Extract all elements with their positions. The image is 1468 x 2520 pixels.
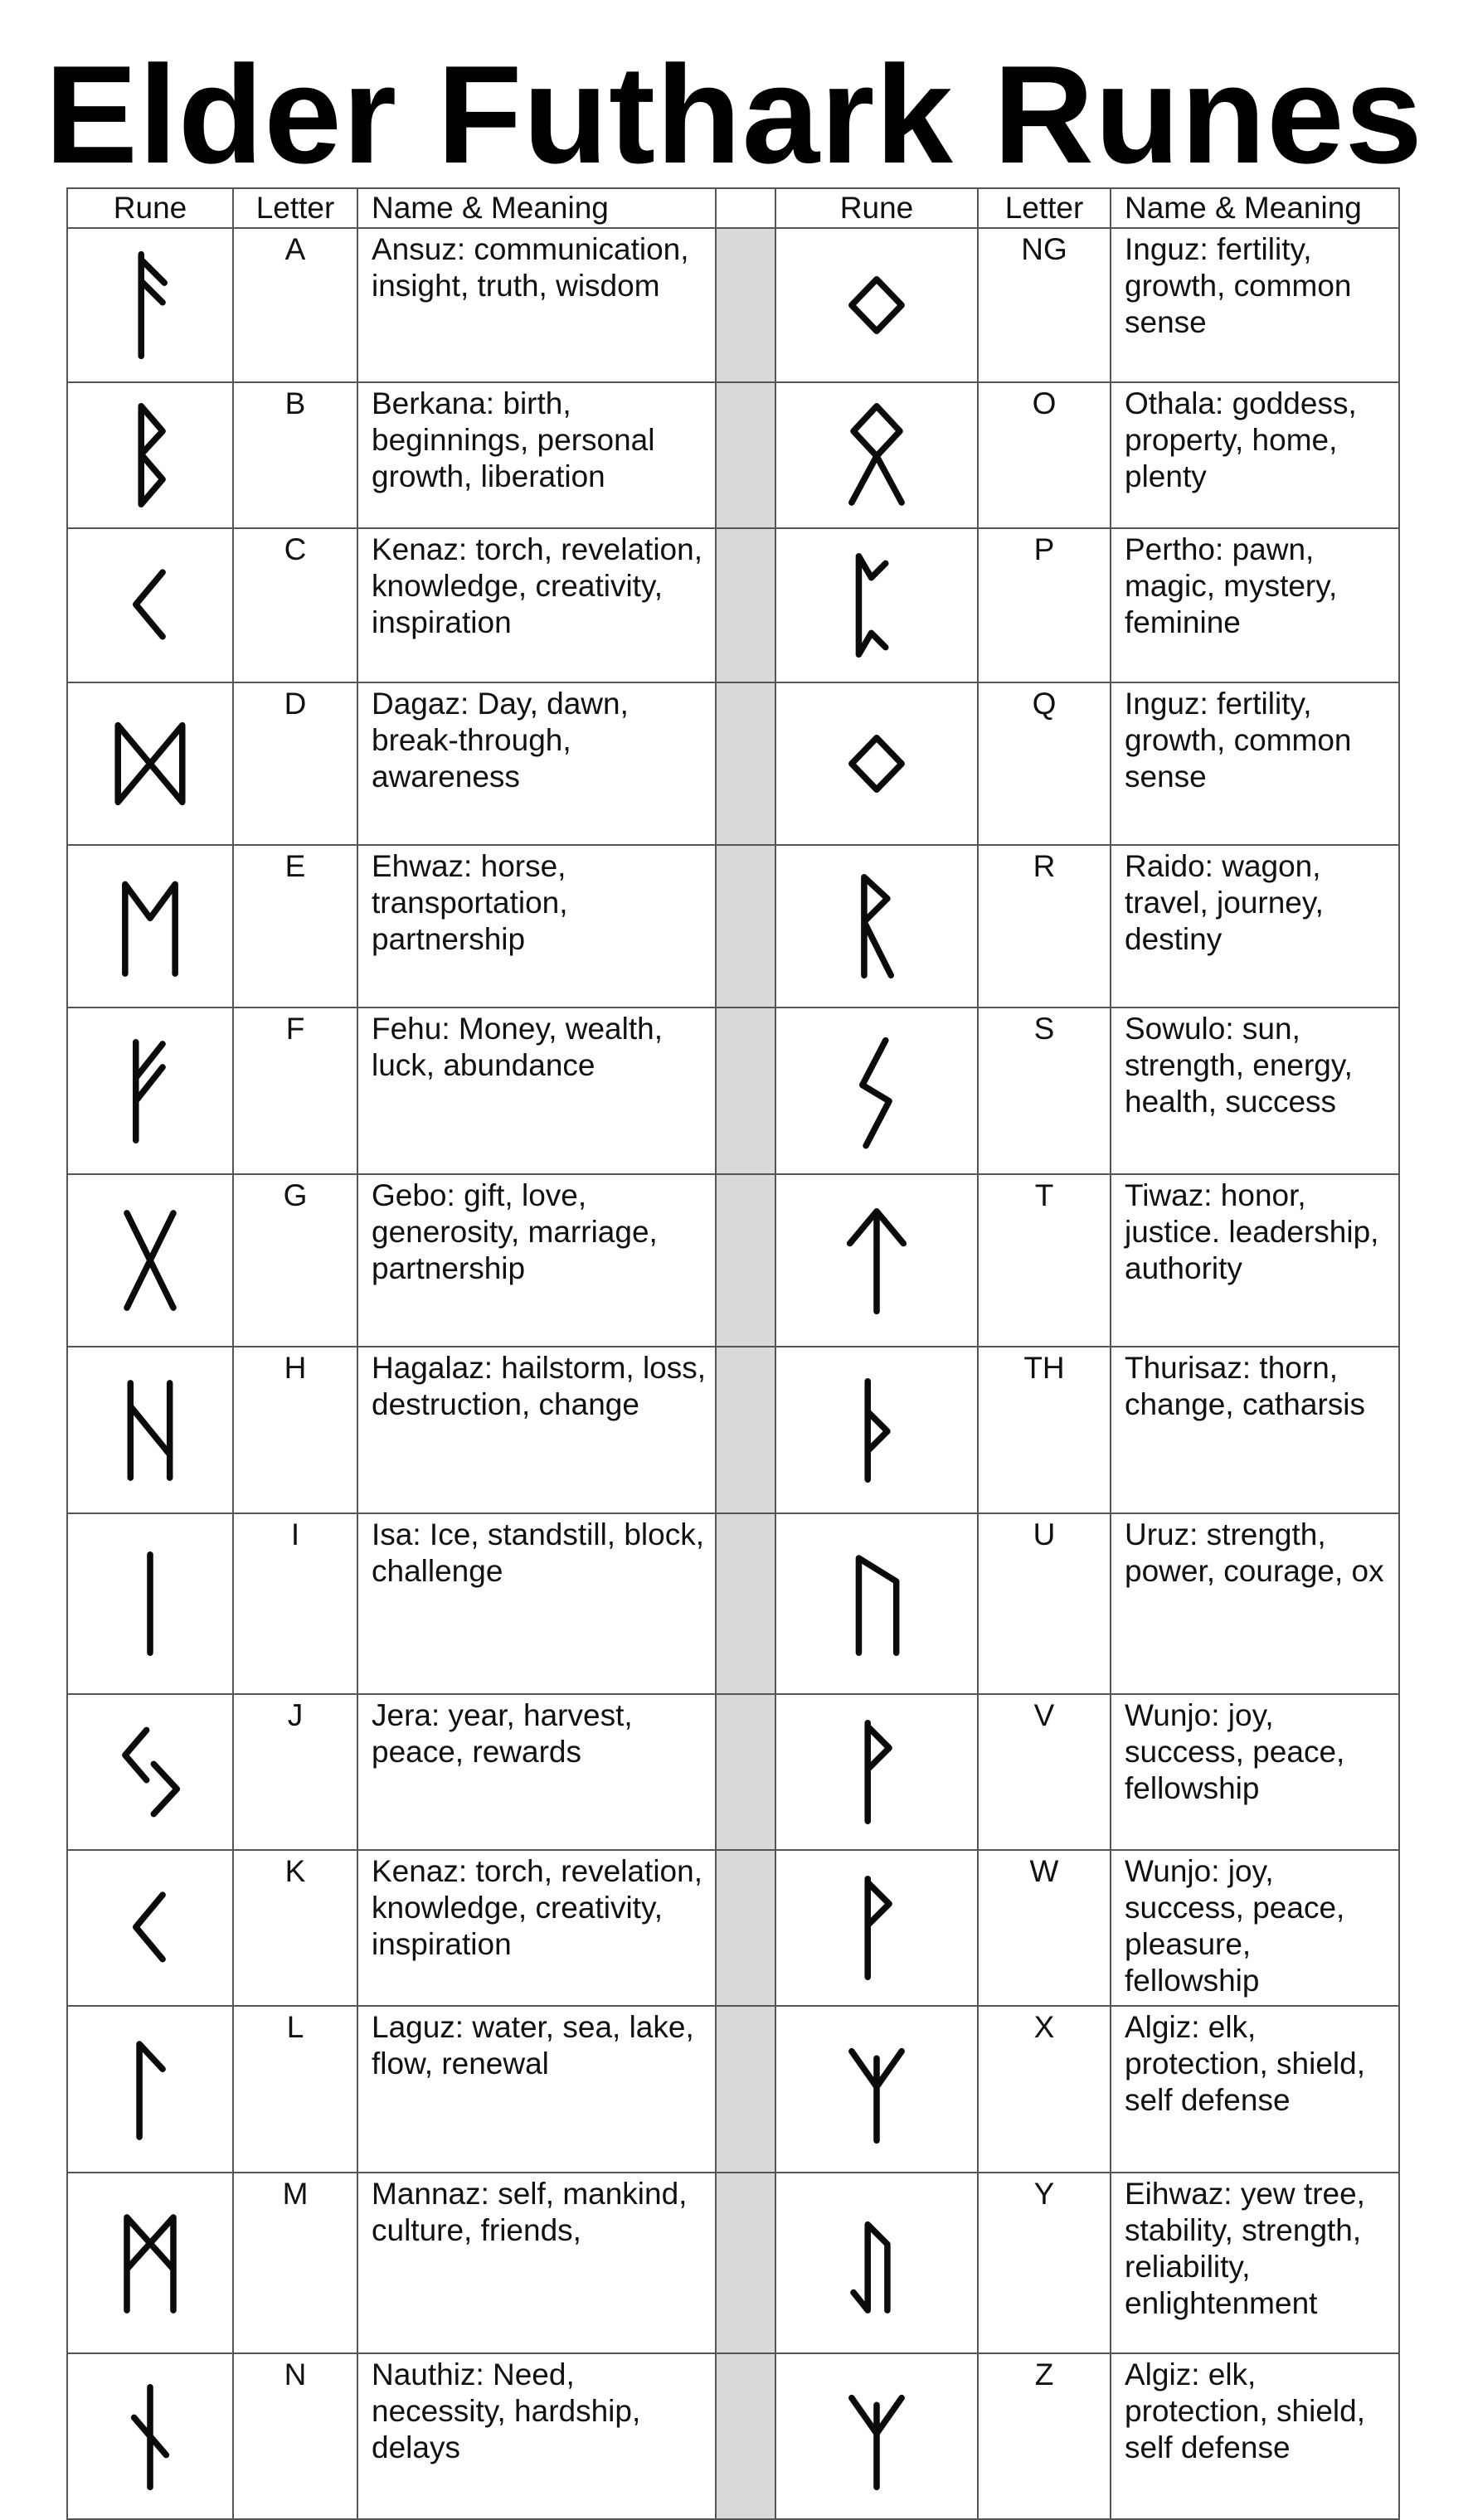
- name-meaning-cell: Inguz: fertility, growth, common sense: [1111, 682, 1399, 845]
- rune-cell: [67, 1694, 233, 1850]
- table-row: [67, 2173, 1399, 2353]
- name-meaning-cell: Tiwaz: honor, justice. leadership, authority: [1111, 1174, 1399, 1347]
- name-meaning-cell: Wunjo: joy, success, peace, fellowship: [1111, 1694, 1399, 1850]
- name-meaning-cell: Dagaz: Day, dawn, break-through, awareness: [357, 682, 716, 845]
- letter-cell: D: [233, 682, 357, 845]
- name-meaning-cell: Fehu: Money, wealth, luck, abundance: [357, 1008, 716, 1174]
- letter-column-header: Letter: [978, 188, 1111, 228]
- rune-cell: [775, 382, 978, 528]
- inguz-rune-icon: [831, 247, 922, 363]
- letter-cell: NG: [978, 228, 1111, 382]
- name-meaning-cell: Isa: Ice, standstill, block, challenge: [357, 1513, 716, 1694]
- letter-cell: R: [978, 845, 1111, 1008]
- column-divider: [716, 2353, 775, 2519]
- letter-cell: TH: [978, 1347, 1111, 1513]
- page-title: Elder Futhark Runes: [44, 36, 1423, 192]
- table-row: [67, 1850, 1399, 2006]
- column-divider: [716, 682, 775, 845]
- table-row: [67, 528, 1399, 682]
- table-row: [67, 1347, 1399, 1513]
- letter-cell: B: [233, 382, 357, 528]
- rune-cell: [775, 2173, 978, 2353]
- rune-cell: [775, 682, 978, 845]
- thurisaz-rune-icon: [831, 1372, 922, 1488]
- column-divider: [716, 528, 775, 682]
- name-meaning-column-header: Name & Meaning: [1111, 188, 1399, 228]
- dagaz-rune-icon: [105, 706, 196, 822]
- letter-cell: C: [233, 528, 357, 682]
- rune-cell: [67, 382, 233, 528]
- table-row: [67, 1008, 1399, 1174]
- rune-cell: [775, 1694, 978, 1850]
- rune-cell: [67, 2173, 233, 2353]
- letter-cell: E: [233, 845, 357, 1008]
- column-divider: [716, 2173, 775, 2353]
- jera-rune-icon: [105, 1714, 196, 1830]
- algiz-rune-icon: [831, 2032, 922, 2148]
- algiz-rune-icon: [831, 2378, 922, 2494]
- letter-cell: T: [978, 1174, 1111, 1347]
- letter-cell: K: [233, 1850, 357, 2006]
- table-row: [67, 1513, 1399, 1694]
- letter-cell: F: [233, 1008, 357, 1174]
- inguz-rune-icon: [831, 706, 922, 822]
- kenaz-rune-icon: [105, 547, 196, 663]
- name-meaning-cell: Othala: goddess, property, home, plenty: [1111, 382, 1399, 528]
- letter-cell: X: [978, 2006, 1111, 2173]
- rune-column-header: Rune: [67, 188, 233, 228]
- rune-cell: [67, 1008, 233, 1174]
- name-meaning-cell: Nauthiz: Need, necessity, hardship, delays: [357, 2353, 716, 2519]
- hagalaz-rune-icon: [105, 1372, 196, 1488]
- table-row: [67, 1694, 1399, 1850]
- name-meaning-cell: Algiz: elk, protection, shield, self defense: [1111, 2006, 1399, 2173]
- uruz-rune-icon: [831, 1546, 922, 1662]
- column-divider: [716, 2006, 775, 2173]
- name-meaning-cell: Berkana: birth, beginnings, personal growth, liberation: [357, 382, 716, 528]
- ehwaz-rune-icon: [105, 868, 196, 984]
- rune-cell: [775, 528, 978, 682]
- letter-cell: S: [978, 1008, 1111, 1174]
- laguz-rune-icon: [105, 2032, 196, 2148]
- column-divider: [716, 1694, 775, 1850]
- gebo-rune-icon: [105, 1202, 196, 1318]
- column-divider: [716, 845, 775, 1008]
- sowulo-rune-icon: [831, 1033, 922, 1149]
- rune-cell: [67, 845, 233, 1008]
- letter-cell: A: [233, 228, 357, 382]
- rune-cell: [67, 228, 233, 382]
- name-meaning-column-header: Name & Meaning: [357, 188, 716, 228]
- table-row: [67, 682, 1399, 845]
- table-row: [67, 228, 1399, 382]
- eihwaz-rune-icon: [831, 2205, 922, 2321]
- rune-cell: [67, 1850, 233, 2006]
- letter-cell: N: [233, 2353, 357, 2519]
- rune-cell: [67, 528, 233, 682]
- letter-cell: P: [978, 528, 1111, 682]
- rune-cell: [775, 228, 978, 382]
- berkana-rune-icon: [105, 397, 196, 513]
- table-row: [67, 2006, 1399, 2173]
- name-meaning-cell: Ehwaz: horse, transportation, partnership: [357, 845, 716, 1008]
- rune-cell: [775, 1008, 978, 1174]
- name-meaning-cell: Hagalaz: hailstorm, loss, destruction, change: [357, 1347, 716, 1513]
- table-row: [67, 2353, 1399, 2519]
- column-divider: [716, 1174, 775, 1347]
- column-divider: [716, 382, 775, 528]
- rune-cell: [67, 1513, 233, 1694]
- letter-cell: G: [233, 1174, 357, 1347]
- name-meaning-cell: Algiz: elk, protection, shield, self defense: [1111, 2353, 1399, 2519]
- name-meaning-cell: Laguz: water, sea, lake, flow, renewal: [357, 2006, 716, 2173]
- letter-cell: M: [233, 2173, 357, 2353]
- letter-cell: I: [233, 1513, 357, 1694]
- pertho-rune-icon: [831, 547, 922, 663]
- name-meaning-cell: Sowulo: sun, strength, energy, health, success: [1111, 1008, 1399, 1174]
- name-meaning-cell: Thurisaz: thorn, change, catharsis: [1111, 1347, 1399, 1513]
- nauthiz-rune-icon: [105, 2378, 196, 2494]
- rune-cell: [67, 2353, 233, 2519]
- table-row: [67, 1174, 1399, 1347]
- name-meaning-cell: Wunjo: joy, success, peace, pleasure, fellowship: [1111, 1850, 1399, 2006]
- table-row: [67, 382, 1399, 528]
- letter-cell: H: [233, 1347, 357, 1513]
- column-divider: [716, 1347, 775, 1513]
- name-meaning-cell: Mannaz: self, mankind, culture, friends,: [357, 2173, 716, 2353]
- wunjo-rune-icon: [831, 1870, 922, 1986]
- column-divider: [716, 1008, 775, 1174]
- kenaz-rune-icon: [105, 1870, 196, 1986]
- rune-cell: [775, 845, 978, 1008]
- tiwaz-rune-icon: [831, 1202, 922, 1318]
- rune-cell: [775, 1850, 978, 2006]
- letter-cell: L: [233, 2006, 357, 2173]
- rune-cell: [775, 2006, 978, 2173]
- column-divider: [716, 188, 775, 228]
- rune-cell: [67, 1174, 233, 1347]
- column-divider: [716, 228, 775, 382]
- name-meaning-cell: Jera: year, harvest, peace, rewards: [357, 1694, 716, 1850]
- name-meaning-cell: Gebo: gift, love, generosity, marriage, partnership: [357, 1174, 716, 1347]
- rune-cell: [67, 1347, 233, 1513]
- letter-cell: Q: [978, 682, 1111, 845]
- letter-cell: U: [978, 1513, 1111, 1694]
- raido-rune-icon: [831, 868, 922, 984]
- rune-cell: [775, 1347, 978, 1513]
- letter-cell: W: [978, 1850, 1111, 2006]
- name-meaning-cell: Eihwaz: yew tree, stability, strength, reliability, enlightenment: [1111, 2173, 1399, 2353]
- letter-column-header: Letter: [233, 188, 357, 228]
- name-meaning-cell: Uruz: strength, power, courage, ox: [1111, 1513, 1399, 1694]
- fehu-rune-icon: [105, 1033, 196, 1149]
- rune-cell: [775, 1174, 978, 1347]
- rune-cell: [67, 2006, 233, 2173]
- letter-cell: Z: [978, 2353, 1111, 2519]
- name-meaning-cell: Inguz: fertility, growth, common sense: [1111, 228, 1399, 382]
- name-meaning-cell: Ansuz: communication, insight, truth, wisdom: [357, 228, 716, 382]
- name-meaning-cell: Kenaz: torch, revelation, knowledge, creativity, inspiration: [357, 1850, 716, 2006]
- rune-column-header: Rune: [775, 188, 978, 228]
- table-row: [67, 845, 1399, 1008]
- name-meaning-cell: Pertho: pawn, magic, mystery, feminine: [1111, 528, 1399, 682]
- letter-cell: J: [233, 1694, 357, 1850]
- column-divider: [716, 1850, 775, 2006]
- column-divider: [716, 1513, 775, 1694]
- rune-cell: [775, 1513, 978, 1694]
- wunjo-rune-icon: [831, 1714, 922, 1830]
- ansuz-rune-icon: [105, 247, 196, 363]
- header-row: [67, 188, 1399, 228]
- mannaz-rune-icon: [105, 2205, 196, 2321]
- othala-rune-icon: [831, 397, 922, 513]
- rune-cell: [67, 682, 233, 845]
- letter-cell: V: [978, 1694, 1111, 1850]
- isa-rune-icon: [105, 1546, 196, 1662]
- name-meaning-cell: Kenaz: torch, revelation, knowledge, creativity, inspiration: [357, 528, 716, 682]
- runes-table: [66, 187, 1400, 2520]
- letter-cell: O: [978, 382, 1111, 528]
- letter-cell: Y: [978, 2173, 1111, 2353]
- name-meaning-cell: Raido: wagon, travel, journey, destiny: [1111, 845, 1399, 1008]
- rune-cell: [775, 2353, 978, 2519]
